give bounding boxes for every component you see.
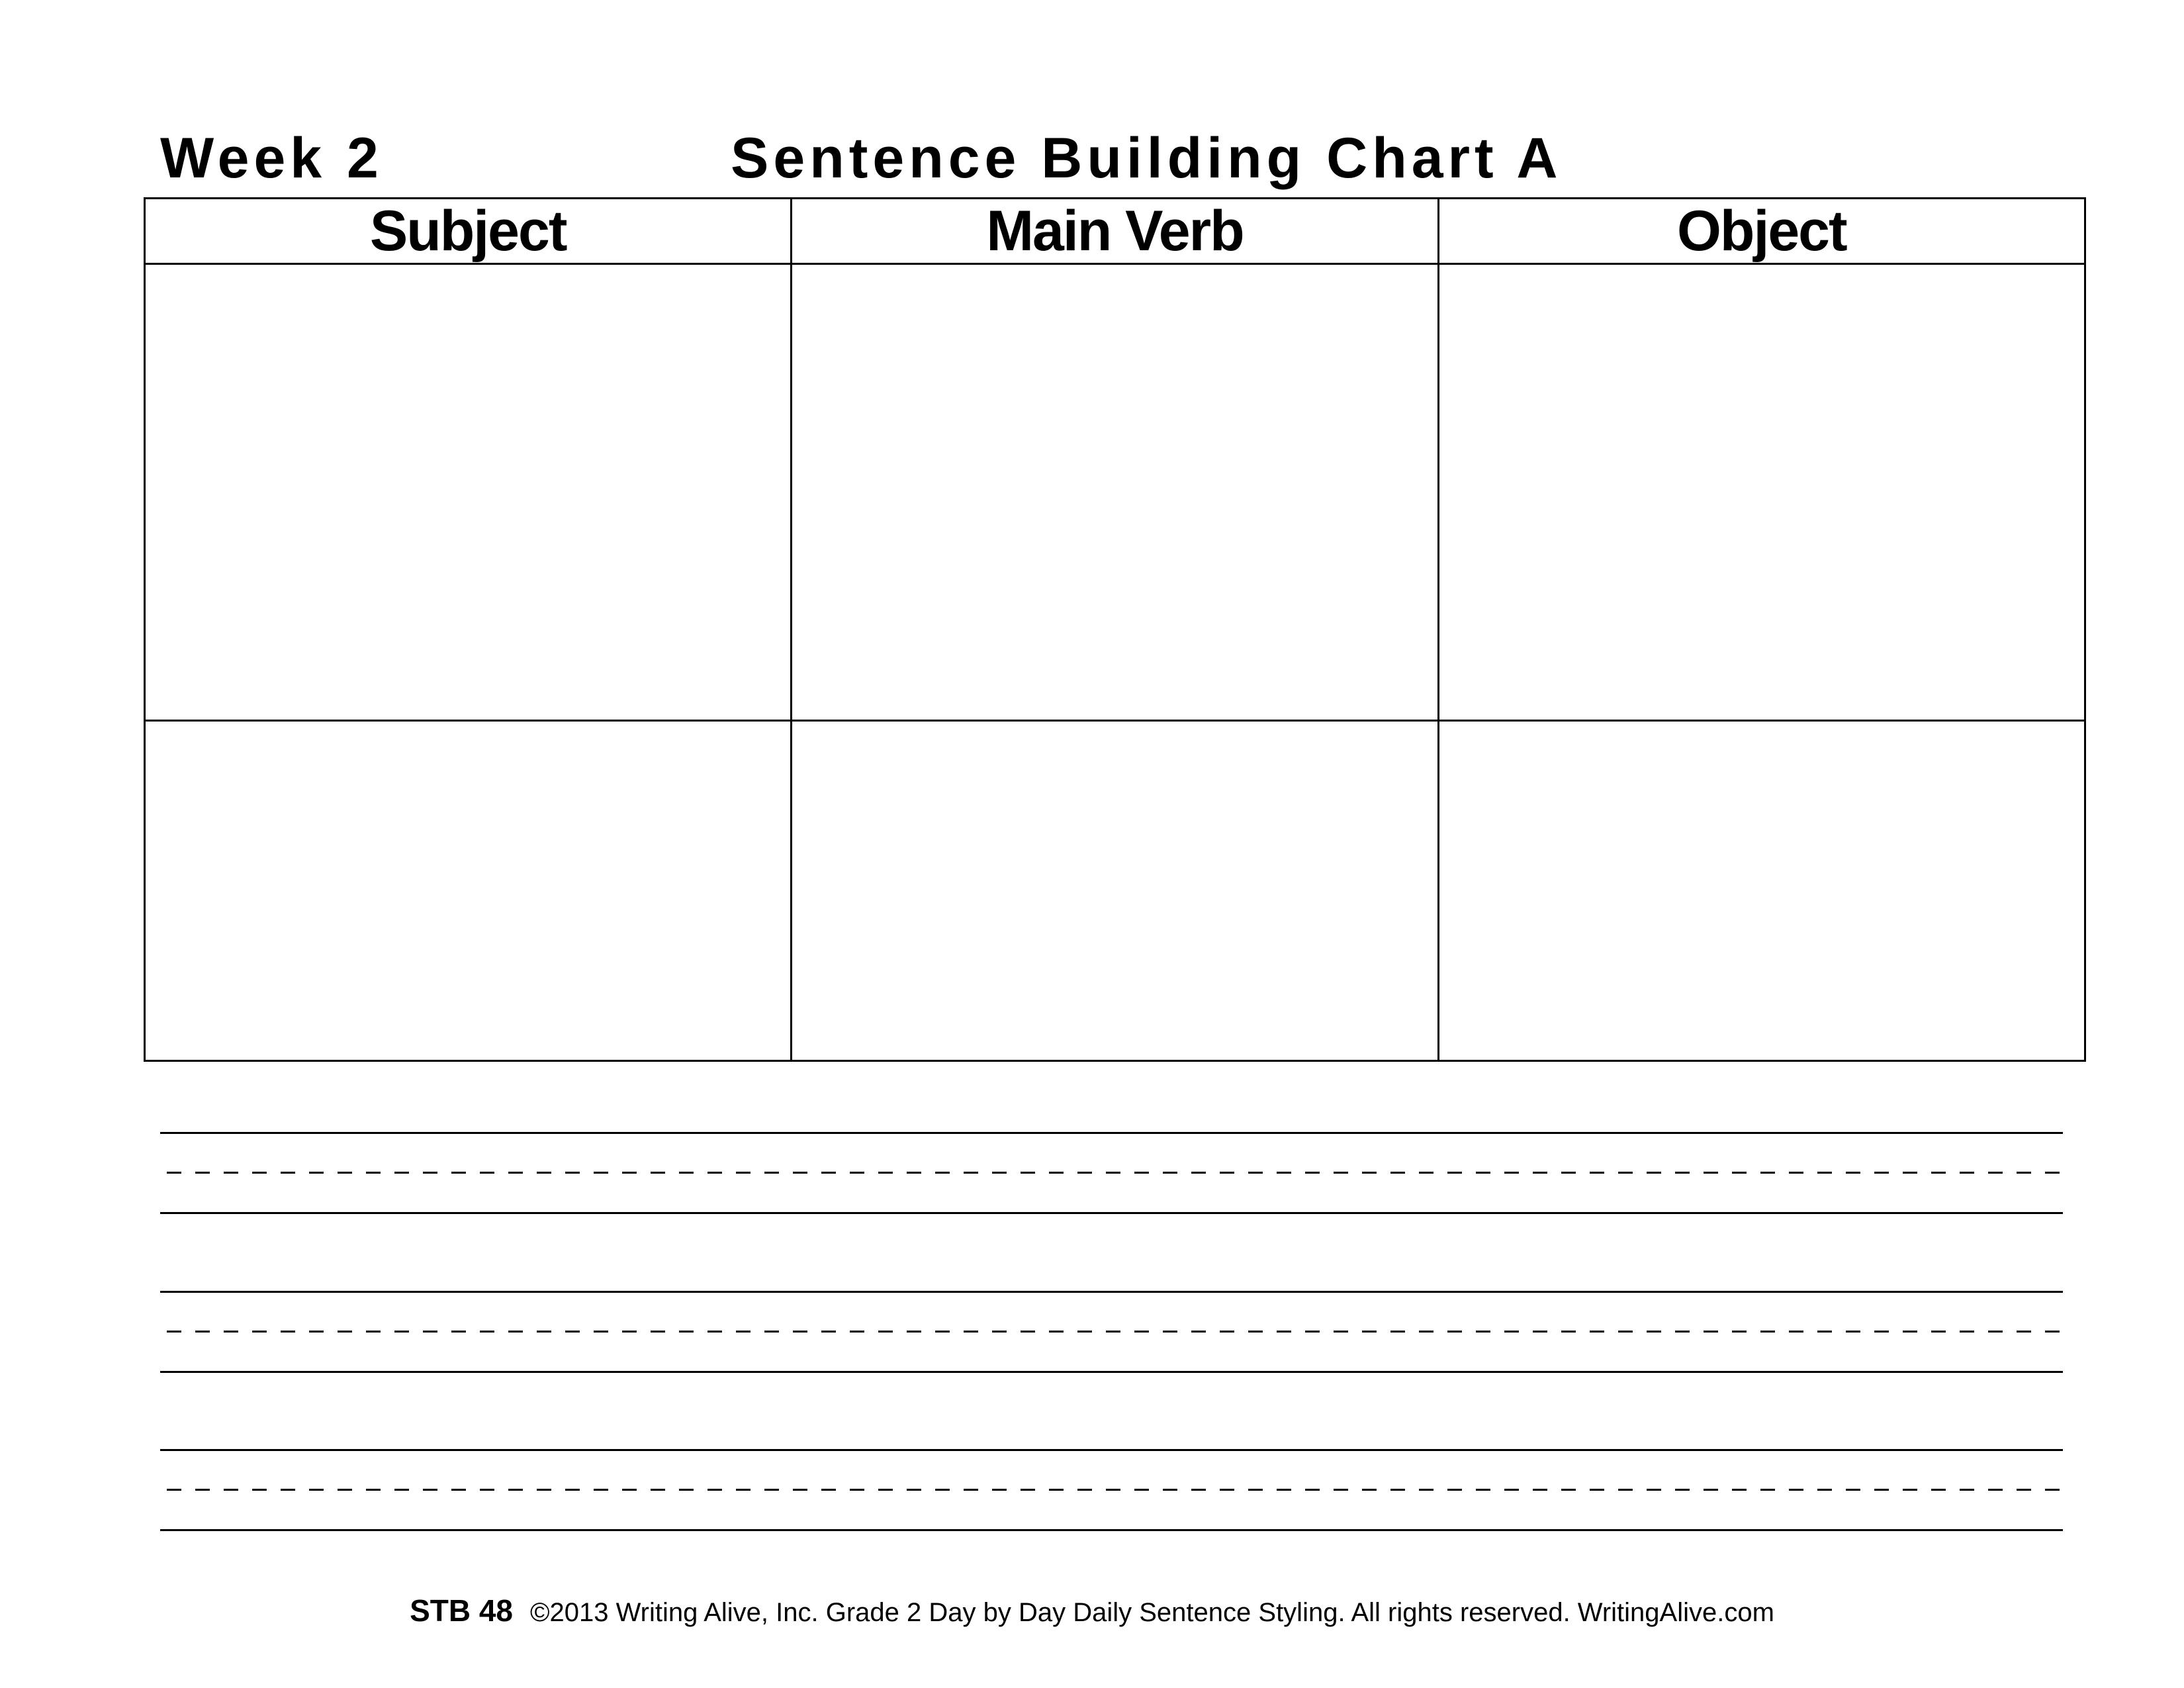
table-row xyxy=(145,264,2085,721)
table-row xyxy=(145,721,2085,1061)
object-cell[interactable] xyxy=(1438,264,2085,721)
baseline xyxy=(160,1212,2063,1214)
top-line xyxy=(160,1449,2063,1451)
midline-dashed xyxy=(167,1489,2063,1491)
handwriting-line[interactable] xyxy=(160,1132,2063,1214)
handwriting-line[interactable] xyxy=(160,1449,2063,1531)
object-cell[interactable] xyxy=(1438,721,2085,1061)
top-line xyxy=(160,1291,2063,1293)
page-footer xyxy=(0,1595,2184,1626)
subject-cell[interactable] xyxy=(145,721,792,1061)
chart-title: Sentence Building Chart A xyxy=(731,126,1563,190)
main-verb-cell[interactable] xyxy=(792,264,1438,721)
page-code: STB 48 xyxy=(410,1593,514,1628)
column-header-object: Object xyxy=(1438,199,2085,264)
midline-dashed xyxy=(167,1172,2063,1174)
main-verb-cell[interactable] xyxy=(792,721,1438,1061)
sentence-building-table xyxy=(144,197,2086,1062)
week-label: Week 2 xyxy=(160,126,383,190)
baseline xyxy=(160,1529,2063,1531)
top-line xyxy=(160,1132,2063,1134)
midline-dashed xyxy=(167,1331,2063,1333)
column-header-main-verb: Main Verb xyxy=(792,199,1438,264)
baseline xyxy=(160,1371,2063,1373)
column-header-subject: Subject xyxy=(145,199,792,264)
table-header-row xyxy=(145,199,2085,264)
subject-cell[interactable] xyxy=(145,264,792,721)
handwriting-line[interactable] xyxy=(160,1291,2063,1373)
copyright-notice: ©2013 Writing Alive, Inc. Grade 2 Day by Day Daily Sentence Styling. All rights reserved. WritingAlive.com xyxy=(530,1598,1774,1627)
